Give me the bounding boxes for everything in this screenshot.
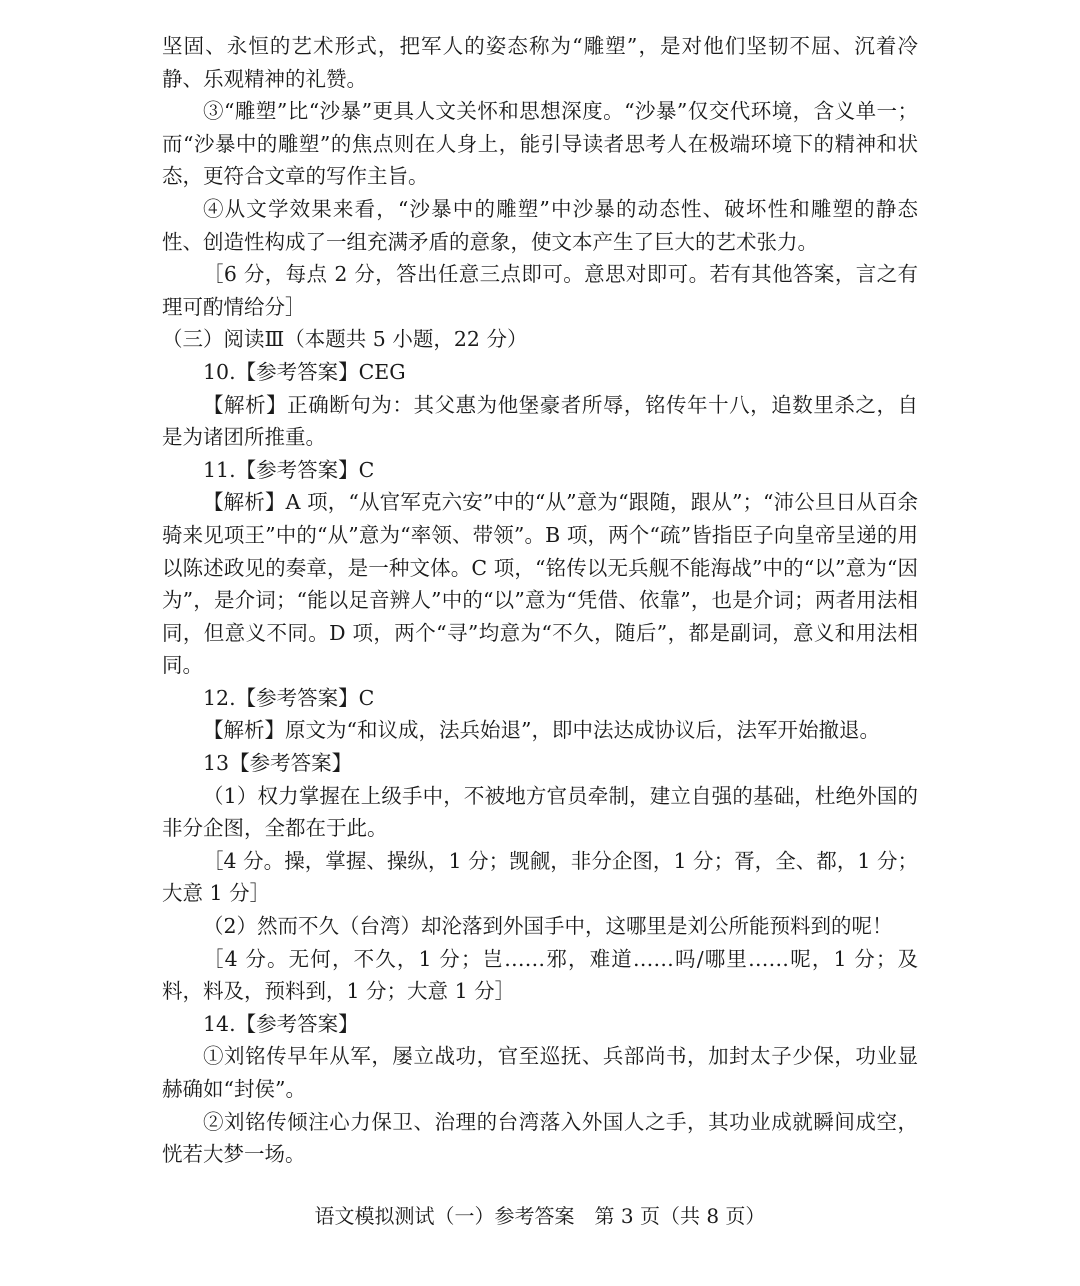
analysis-11: 【解析】A 项，“从官军克六安”中的“从”意为“跟随，跟从”；“沛公旦日从百余骑来见项王”中的“从”意为“率领、带领”。B 项，两个“疏”皆指臣子向皇帝呈递的用以陈述政见的奏章，是一种文体。C 项，“铭传以无兵舰不能海战”中的“以”意为“因为”，是介词；“能以足音辨人”中的“以”意为“凭借、依靠”，也是介词；两者用法相同，但意义不同。D 项，两个“寻”均意为“不久，随后”，都是副词，意义和用法相同。: [162, 490, 918, 678]
scoring-note: ［4 分。操，掌握、操纵，1 分；觊觎，非分企图，1 分；胥，全、都，1 分；大意 1 分］: [162, 848, 918, 906]
analysis-12: 【解析】原文为“和议成，法兵始退”，即中法达成协议后，法军开始撤退。: [203, 718, 880, 743]
answer-10: 10.【参考答案】CEG: [203, 359, 406, 384]
answer-14: 14.【参考答案】: [203, 1011, 359, 1036]
section-heading: （三）阅读Ⅲ（本题共 5 小题，22 分）: [162, 327, 528, 352]
page-footer: 语文模拟测试（一）参考答案 第 3 页（共 8 页）: [314, 1204, 766, 1228]
paragraph: 坚固、永恒的艺术形式，把军人的姿态称为“雕塑”，是对他们坚韧不屈、沉着冷静、乐观精神的礼赞。: [162, 34, 918, 91]
translation-13-2: （2）然而不久（台湾）却沦落到外国手中，这哪里是刘公所能预料到的呢！: [203, 914, 893, 939]
answer-14-point-2: ②刘铭传倾注心力保卫、治理的台湾落入外国人之手，其功业成就瞬间成空，恍若大梦一场。: [162, 1109, 918, 1167]
answer-13: 13【参考答案】: [203, 751, 353, 776]
answer-11: 11.【参考答案】C: [203, 457, 375, 482]
scoring-note: ［4 分。无何，不久，1 分；岂……邪，难道……吗/哪里……呢，1 分；及料，料及，预料到，1 分；大意 1 分］: [162, 946, 918, 1004]
translation-13-1: （1）权力掌握在上级手中，不被地方官员牵制，建立自强的基础，杜绝外国的非分企图，全都在于此。: [162, 783, 918, 841]
paragraph: ④从文学效果来看，“沙暴中的雕塑”中沙暴的动态性、破坏性和雕塑的静态性、创造性构成了一组充满矛盾的意象，使文本产生了巨大的艺术张力。: [162, 196, 918, 254]
answer-12: 12.【参考答案】C: [203, 685, 375, 710]
analysis-10: 【解析】正确断句为：其父惠为他堡豪者所辱，铭传年十八，追数里杀之，自是为诸团所推重。: [162, 392, 918, 450]
scoring-note: ［6 分，每点 2 分，答出任意三点即可。意思对即可。若有其他答案，言之有理可酌情给分］: [162, 262, 918, 319]
answer-content: [162, 30, 918, 1171]
answer-14-point-1: ①刘铭传早年从军，屡立战功，官至巡抚、兵部尚书，加封太子少保，功业显赫确如“封侯”。: [162, 1044, 918, 1101]
paragraph: ③“雕塑”比“沙暴”更具人文关怀和思想深度。“沙暴”仅交代环境，含义单一；而“沙暴中的雕塑”的焦点则在人身上，能引导读者思考人在极端环境下的精神和状态，更符合文章的写作主旨。: [162, 99, 918, 189]
